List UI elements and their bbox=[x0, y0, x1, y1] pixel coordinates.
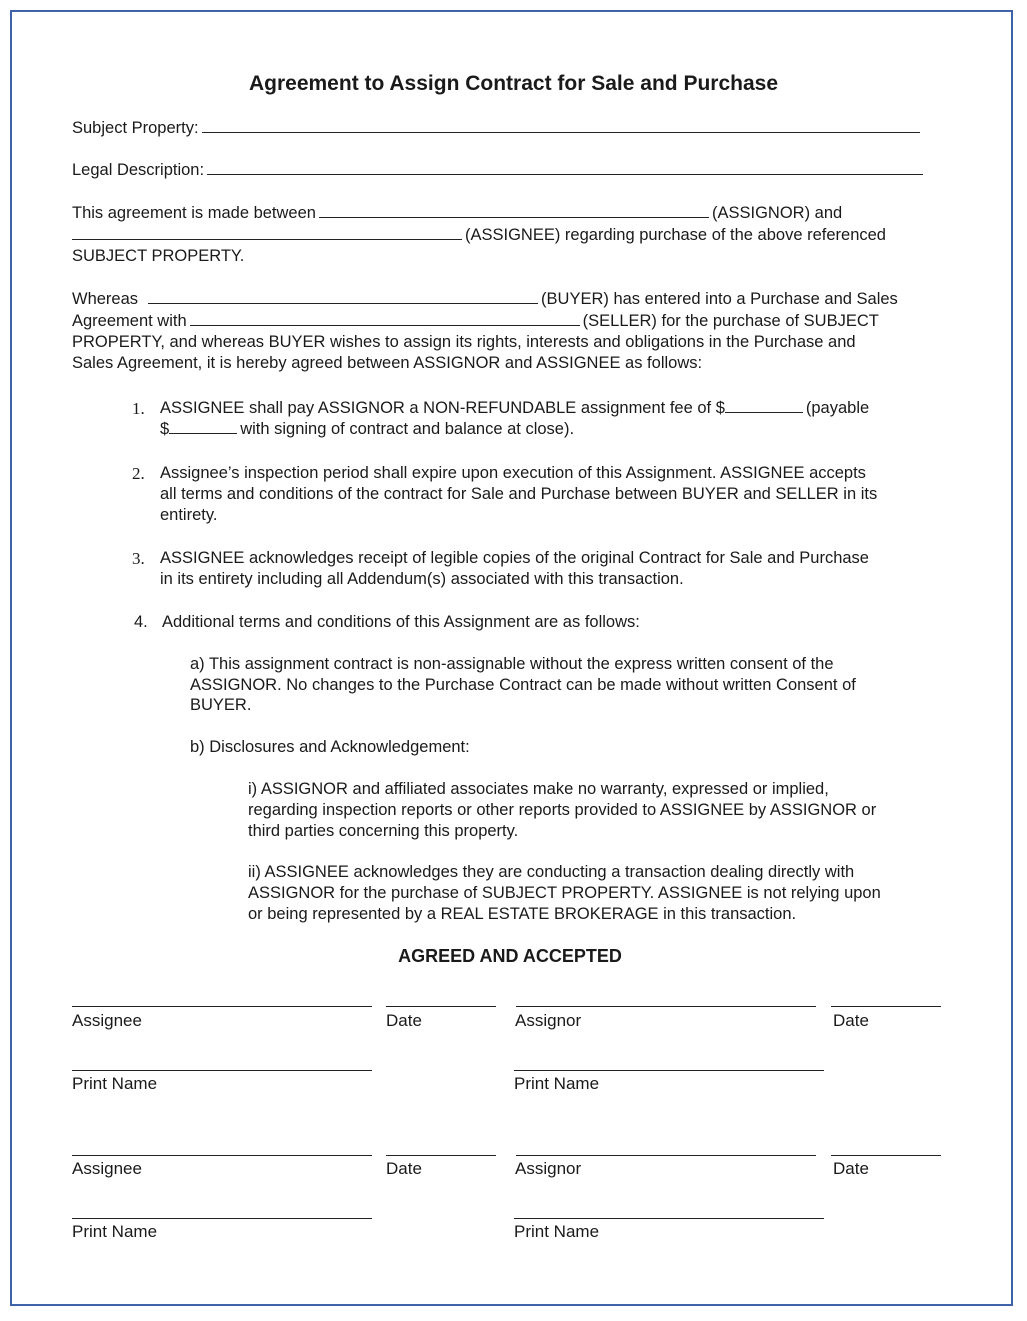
print-name-label: Print Name bbox=[72, 1222, 158, 1241]
signing-amount-field[interactable] bbox=[169, 419, 237, 434]
item-4-number: 4. bbox=[134, 613, 148, 631]
agreed-heading: AGREED AND ACCEPTED bbox=[398, 946, 622, 966]
assignee-date-line-1[interactable] bbox=[386, 1006, 496, 1007]
print-name-label: Print Name bbox=[514, 1074, 600, 1093]
intro-text: This agreement is made between bbox=[72, 204, 316, 222]
assignee-signature-line-1[interactable] bbox=[72, 1006, 372, 1007]
item-2-number: 2. bbox=[132, 464, 145, 483]
print-name-label: Print Name bbox=[72, 1074, 158, 1093]
whereas-line-2 bbox=[72, 311, 879, 332]
legal-description-label: Legal Description: bbox=[72, 161, 205, 179]
item-3-number: 3. bbox=[132, 549, 145, 568]
clause-a-line-2: ASSIGNOR. No changes to the Purchase Contract can be made without written Consent of bbox=[190, 676, 856, 694]
intro-line-3: SUBJECT PROPERTY. bbox=[72, 247, 245, 265]
clause-i-line-3: third parties concerning this property. bbox=[248, 822, 519, 840]
date-label: Date bbox=[386, 1011, 422, 1030]
date-label: Date bbox=[833, 1011, 869, 1030]
item-2-line-1: Assignee’s inspection period shall expire upon execution of this Assignment. ASSIGNEE accepts bbox=[160, 464, 866, 482]
assignee-label: Assignee bbox=[72, 1011, 142, 1030]
clause-a-line-1: a) This assignment contract is non-assignable without the express written consent of the bbox=[190, 655, 834, 673]
item-1-text: ASSIGNEE shall pay ASSIGNOR a NON-REFUNDABLE assignment fee of $ bbox=[160, 399, 725, 417]
assignor-label: Assignor bbox=[515, 1159, 582, 1178]
whereas-line-4: Sales Agreement, it is hereby agreed between ASSIGNOR and ASSIGNEE as follows: bbox=[72, 354, 703, 372]
whereas-seller-text: (SELLER) for the purchase of SUBJECT bbox=[582, 312, 879, 330]
subject-property-label: Subject Property: bbox=[72, 119, 199, 137]
clause-ii-line-2: ASSIGNOR for the purchase of SUBJECT PROPERTY. ASSIGNEE is not relying upon bbox=[248, 884, 881, 902]
assignee-label: Assignee bbox=[72, 1159, 142, 1178]
clause-a-line-3: BUYER. bbox=[190, 696, 252, 714]
clause-ii-line-3: or being represented by a REAL ESTATE BROKERAGE in this transaction. bbox=[248, 905, 797, 923]
date-label: Date bbox=[386, 1159, 422, 1178]
subject-property-row bbox=[72, 118, 923, 139]
item-1-line-1 bbox=[160, 398, 869, 419]
assignment-fee-field[interactable] bbox=[725, 398, 803, 413]
assignee-signature-line-2[interactable] bbox=[72, 1155, 372, 1156]
intro-assignor-text: (ASSIGNOR) and bbox=[711, 204, 843, 222]
item-4-line-1: Additional terms and conditions of this Assignment are as follows: bbox=[162, 613, 640, 631]
dollar-sign: $ bbox=[160, 420, 170, 438]
print-name-label: Print Name bbox=[514, 1222, 600, 1241]
item-1-continuation: with signing of contract and balance at close). bbox=[240, 420, 575, 438]
whereas-text: Whereas bbox=[72, 290, 139, 308]
assignor-date-line-1[interactable] bbox=[831, 1006, 941, 1007]
assignor-date-line-2[interactable] bbox=[831, 1155, 941, 1156]
seller-name-field[interactable] bbox=[190, 311, 580, 326]
assignor-print-name-line-1[interactable] bbox=[514, 1070, 824, 1071]
item-1-number: 1. bbox=[132, 399, 145, 418]
legal-description-field[interactable] bbox=[207, 160, 923, 175]
whereas-line-1 bbox=[72, 289, 898, 310]
assignee-print-name-line-1[interactable] bbox=[72, 1070, 372, 1071]
item-2-line-2: all terms and conditions of the contract for Sale and Purchase between BUYER and SELLER in its bbox=[160, 485, 878, 503]
item-3-line-2: in its entirety including all Addendum(s) associated with this transaction. bbox=[160, 570, 684, 588]
clause-b-heading: b) Disclosures and Acknowledgement: bbox=[190, 738, 470, 756]
assignee-print-name-line-2[interactable] bbox=[72, 1218, 372, 1219]
item-1-line-2 bbox=[160, 419, 574, 440]
intro-assignee-text: (ASSIGNEE) regarding purchase of the above referenced bbox=[465, 226, 886, 244]
buyer-name-field[interactable] bbox=[148, 289, 538, 304]
assignor-signature-line-1[interactable] bbox=[516, 1006, 816, 1007]
intro-line-2 bbox=[72, 225, 886, 246]
legal-description-row bbox=[72, 160, 926, 181]
item-2-line-3: entirety. bbox=[160, 506, 218, 524]
assignee-date-line-2[interactable] bbox=[386, 1155, 496, 1156]
assignor-name-field[interactable] bbox=[319, 203, 709, 218]
whereas-line-3: PROPERTY, and whereas BUYER wishes to assign its rights, interests and obligations in the Purchase and bbox=[72, 333, 856, 351]
whereas-buyer-text: (BUYER) has entered into a Purchase and Sales bbox=[541, 290, 898, 308]
item-3-line-1: ASSIGNEE acknowledges receipt of legible copies of the original Contract for Sale and Purchase bbox=[160, 549, 869, 567]
clause-i-line-1: i) ASSIGNOR and affiliated associates make no warranty, expressed or implied, bbox=[248, 780, 829, 798]
intro-line-1 bbox=[72, 203, 842, 224]
assignor-print-name-line-2[interactable] bbox=[514, 1218, 824, 1219]
assignee-name-field[interactable] bbox=[72, 225, 462, 240]
document-title: Agreement to Assign Contract for Sale and Purchase bbox=[248, 72, 778, 95]
payable-text: (payable bbox=[805, 399, 870, 417]
assignor-signature-line-2[interactable] bbox=[516, 1155, 816, 1156]
clause-i-line-2: regarding inspection reports or other reports provided to ASSIGNEE by ASSIGNOR or bbox=[248, 801, 877, 819]
agreement-with-text: Agreement with bbox=[72, 312, 187, 330]
subject-property-field[interactable] bbox=[202, 118, 920, 133]
clause-ii-line-1: ii) ASSIGNEE acknowledges they are conducting a transaction dealing directly with bbox=[248, 863, 855, 881]
assignor-label: Assignor bbox=[515, 1011, 582, 1030]
date-label: Date bbox=[833, 1159, 869, 1178]
